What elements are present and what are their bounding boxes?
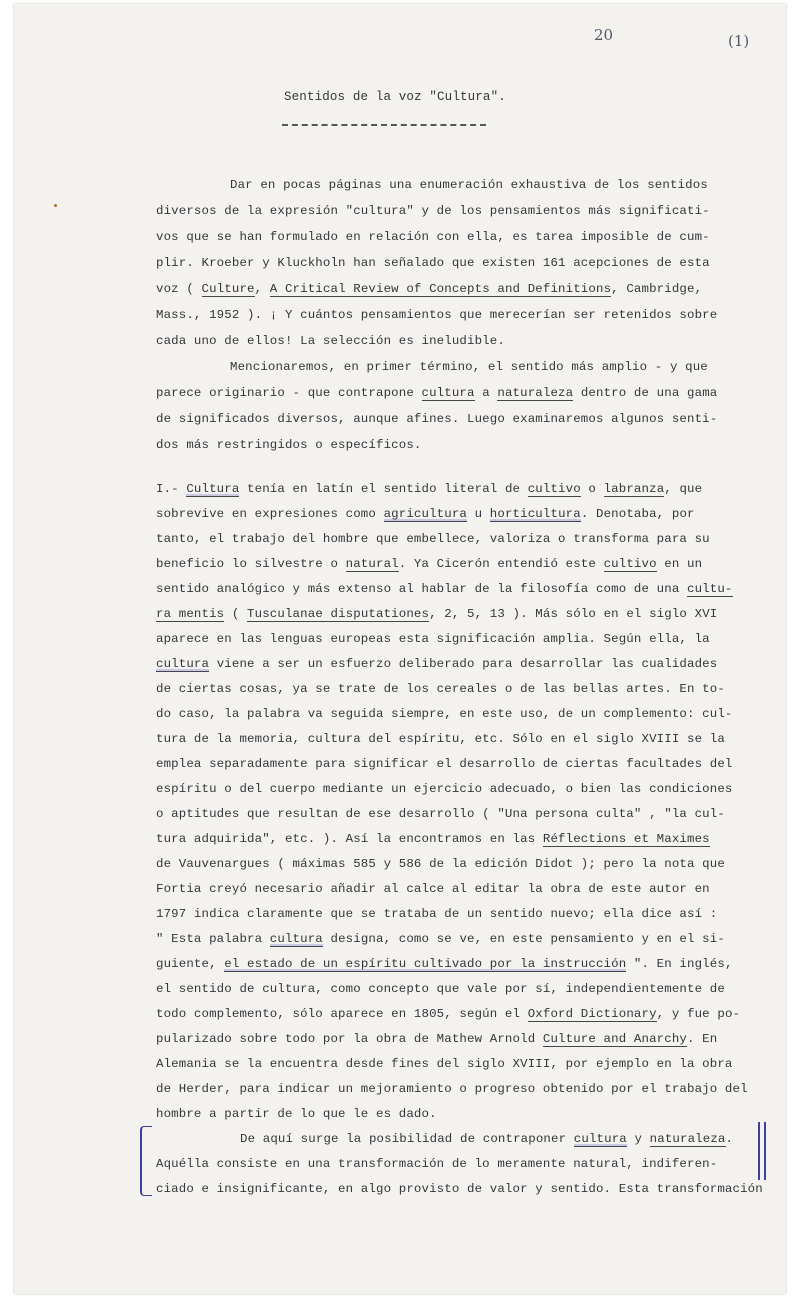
paragraph-3-line-24: Alemania se la encuentra desde fines del siglo XVIII, por ejemplo en la obra (156, 1057, 733, 1071)
text-run: , y fue po- (656, 1007, 741, 1021)
text-run: sentido analógico y más extenso al hablar de la filosofía como de una (156, 582, 687, 596)
underlined-term-cultura: cultura (269, 932, 323, 946)
text-run: . En (687, 1032, 718, 1046)
paragraph-3-line-22 (156, 1007, 740, 1021)
underlined-term-horticultura: horticultura (489, 507, 581, 521)
underlined-term-cultivo: cultivo (603, 557, 657, 571)
underlined-work-title: Culture and Anarchy (542, 1032, 688, 1046)
text-run: en un (656, 557, 703, 571)
text-run: " Esta palabra (156, 932, 270, 946)
paragraph-3-line-8 (156, 657, 717, 671)
paragraph-1-line-5 (156, 282, 702, 296)
text-run: a (474, 386, 498, 400)
paragraph-3-line-26: hombre a partir de lo que le es dado. (156, 1107, 437, 1121)
paragraph-3-line-21: el sentido de cultura, como concepto que vale por sí, independientemente de (156, 982, 725, 996)
title-underline-rule (282, 124, 486, 126)
underlined-book-subtitle: A Critical Review of Concepts and Definitions (269, 282, 612, 296)
underlined-quote: el estado de un espíritu cultivado por la instrucción (224, 957, 627, 971)
text-run: parece originario - que contrapone (156, 386, 422, 400)
text-run: todo complemento, sólo aparece en 1805, según el (156, 1007, 528, 1021)
text-run: designa, como se ve, en este pensamiento y en el si- (322, 932, 725, 946)
paragraph-2-line-1: Mencionaremos, en primer término, el sentido más amplio - y que (230, 360, 708, 374)
paragraph-2-line-4: dos más restringidos o específicos. (156, 438, 422, 452)
paragraph-3-line-15 (156, 832, 710, 846)
text-run: ( (224, 607, 248, 621)
handwritten-page-number: 20 (594, 26, 614, 44)
paragraph-3-line-7: aparece en las lenguas europeas esta significación amplia. Según ella, la (156, 632, 710, 646)
underlined-term-naturaleza: naturaleza (497, 386, 574, 400)
underlined-term-labranza: labranza (603, 482, 665, 496)
paragraph-4-line-1 (240, 1132, 733, 1146)
document-title: Sentidos de la voz "Cultura". (284, 90, 506, 104)
blue-pen-margin-bracket-right (758, 1122, 766, 1180)
text-run: , Cambridge, (611, 282, 703, 296)
paper-speck (54, 204, 57, 207)
text-run: beneficio lo silvestre o (156, 557, 346, 571)
paragraph-3-line-17: Fortia creyó necesario añadir al calce al editar la obra de este autor en (156, 882, 710, 896)
paragraph-3-line-25: de Herder, para indicar un mejoramiento o progreso obtenido por el trabajo del (156, 1082, 748, 1096)
underlined-term-cultura-mentis: cultu- (687, 582, 733, 596)
paragraph-3-line-16: de Vauvenargues ( máximas 585 y 586 de la edición Didot ); pero la nota que (156, 857, 725, 871)
text-run: tenía en latín el sentido literal de (239, 482, 528, 496)
paragraph-3-line-9: de ciertas cosas, ya se trate de los cereales o de las bellas artes. En to- (156, 682, 725, 696)
underlined-work-title: Tusculanae disputationes (247, 607, 430, 621)
text-run: , (254, 282, 270, 296)
paragraph-1-line-4: plir. Kroeber y Kluckholn han señalado que existen 161 acepciones de esta (156, 256, 710, 270)
paragraph-3-line-1 (156, 482, 702, 496)
text-run: y (626, 1132, 650, 1146)
text-run: . Ya Cicerón entendió este (398, 557, 604, 571)
text-run: guiente, (156, 957, 225, 971)
paragraph-3-line-6 (156, 607, 717, 621)
underlined-term-agricultura: agricultura (383, 507, 468, 521)
text-run: pularizado sobre todo por la obra de Mathew Arnold (156, 1032, 543, 1046)
underlined-term-cultura: cultura (573, 1132, 627, 1146)
paragraph-1-line-1: Dar en pocas páginas una enumeración exhaustiva de los sentidos (230, 178, 708, 192)
paragraph-3-line-18: 1797 indica claramente que se trataba de un sentido nuevo; ella dice así : (156, 907, 718, 921)
underlined-term-natural: natural (345, 557, 399, 571)
section-number: I.- (156, 482, 187, 496)
underlined-term-cultivo: cultivo (527, 482, 581, 496)
text-run: . (725, 1132, 734, 1146)
paragraph-2-line-2 (156, 386, 717, 400)
underlined-term-naturaleza: naturaleza (649, 1132, 726, 1146)
paragraph-1-line-6: Mass., 1952 ). ¡ Y cuántos pensamientos que merecerían ser retenidos sobre (156, 308, 718, 322)
paragraph-4-line-3: ciado e insignificante, en algo provisto de valor y sentido. Esta transformación (156, 1182, 763, 1196)
paragraph-1-line-2: diversos de la expresión "cultura" y de los pensamientos más significati- (156, 204, 710, 218)
text-run: De aquí surge la posibilidad de contraponer (240, 1132, 574, 1146)
paragraph-3-line-5 (156, 582, 733, 596)
text-run: . Denotaba, por (580, 507, 695, 521)
paragraph-3-line-13: espíritu o del cuerpo mediante un ejercicio adecuado, o bien las condiciones (156, 782, 733, 796)
paragraph-3-line-11: tura de la memoria, cultura del espíritu, etc. Sólo en el siglo XVIII se la (156, 732, 725, 746)
underlined-term-cultura: cultura (421, 386, 475, 400)
text-run: sobrevive en expresiones como (156, 507, 384, 521)
paragraph-1-line-7: cada uno de ellos! La selección es ineludible. (156, 334, 505, 348)
underlined-term-cultura: Cultura (186, 482, 240, 496)
handwritten-sheet-number: (1) (728, 32, 750, 50)
underlined-work-title: Réflections et Maximes (542, 832, 710, 846)
text-run: u (467, 507, 490, 521)
blue-pen-margin-bracket-left (140, 1126, 152, 1196)
paragraph-3-line-3: tanto, el trabajo del hombre que embellece, valoriza o transforma para su (156, 532, 710, 546)
paragraph-3-line-12: emplea separadamente para significar el desarrollo de ciertas facultades del (156, 757, 733, 771)
paragraph-3-line-20 (156, 957, 733, 971)
text-run: o (580, 482, 604, 496)
text-run: dentro de una gama (573, 386, 718, 400)
paragraph-3-line-23 (156, 1032, 717, 1046)
underlined-work-title: Oxford Dictionary (527, 1007, 657, 1021)
underlined-term-cultura-mentis: ra mentis (156, 607, 225, 621)
paragraph-1-line-3: vos que se han formulado en relación con ella, es tarea imposible de cum- (156, 230, 710, 244)
typewritten-page (14, 4, 786, 1294)
paragraph-3-line-4 (156, 557, 702, 571)
text-run: , que (664, 482, 703, 496)
text-run: , 2, 5, 13 ). Más sólo en el siglo XVI (429, 607, 718, 621)
text-run: tura adquirida", etc. ). Así la encontramos en las (156, 832, 543, 846)
text-run: viene a ser un esfuerzo deliberado para desarrollar las cualidades (209, 657, 718, 671)
paragraph-4-line-2: Aquélla consiste en una transformación de lo meramente natural, indiferen- (156, 1157, 718, 1171)
underlined-term-cultura: cultura (156, 657, 210, 671)
paragraph-2-line-3: de significados diversos, aunque afines. Luego examinaremos algunos senti- (156, 412, 718, 426)
text-run: ". En inglés, (626, 957, 733, 971)
text-run: voz ( (156, 282, 202, 296)
paragraph-3-line-19 (156, 932, 725, 946)
underlined-book-title: Culture (201, 282, 255, 296)
paragraph-3-line-2 (156, 507, 695, 521)
paragraph-3-line-10: do caso, la palabra va seguida siempre, en este uso, de un complemento: cul- (156, 707, 733, 721)
paragraph-3-line-14: o aptitudes que resultan de ese desarrollo ( "Una persona culta" , "la cul- (156, 807, 725, 821)
